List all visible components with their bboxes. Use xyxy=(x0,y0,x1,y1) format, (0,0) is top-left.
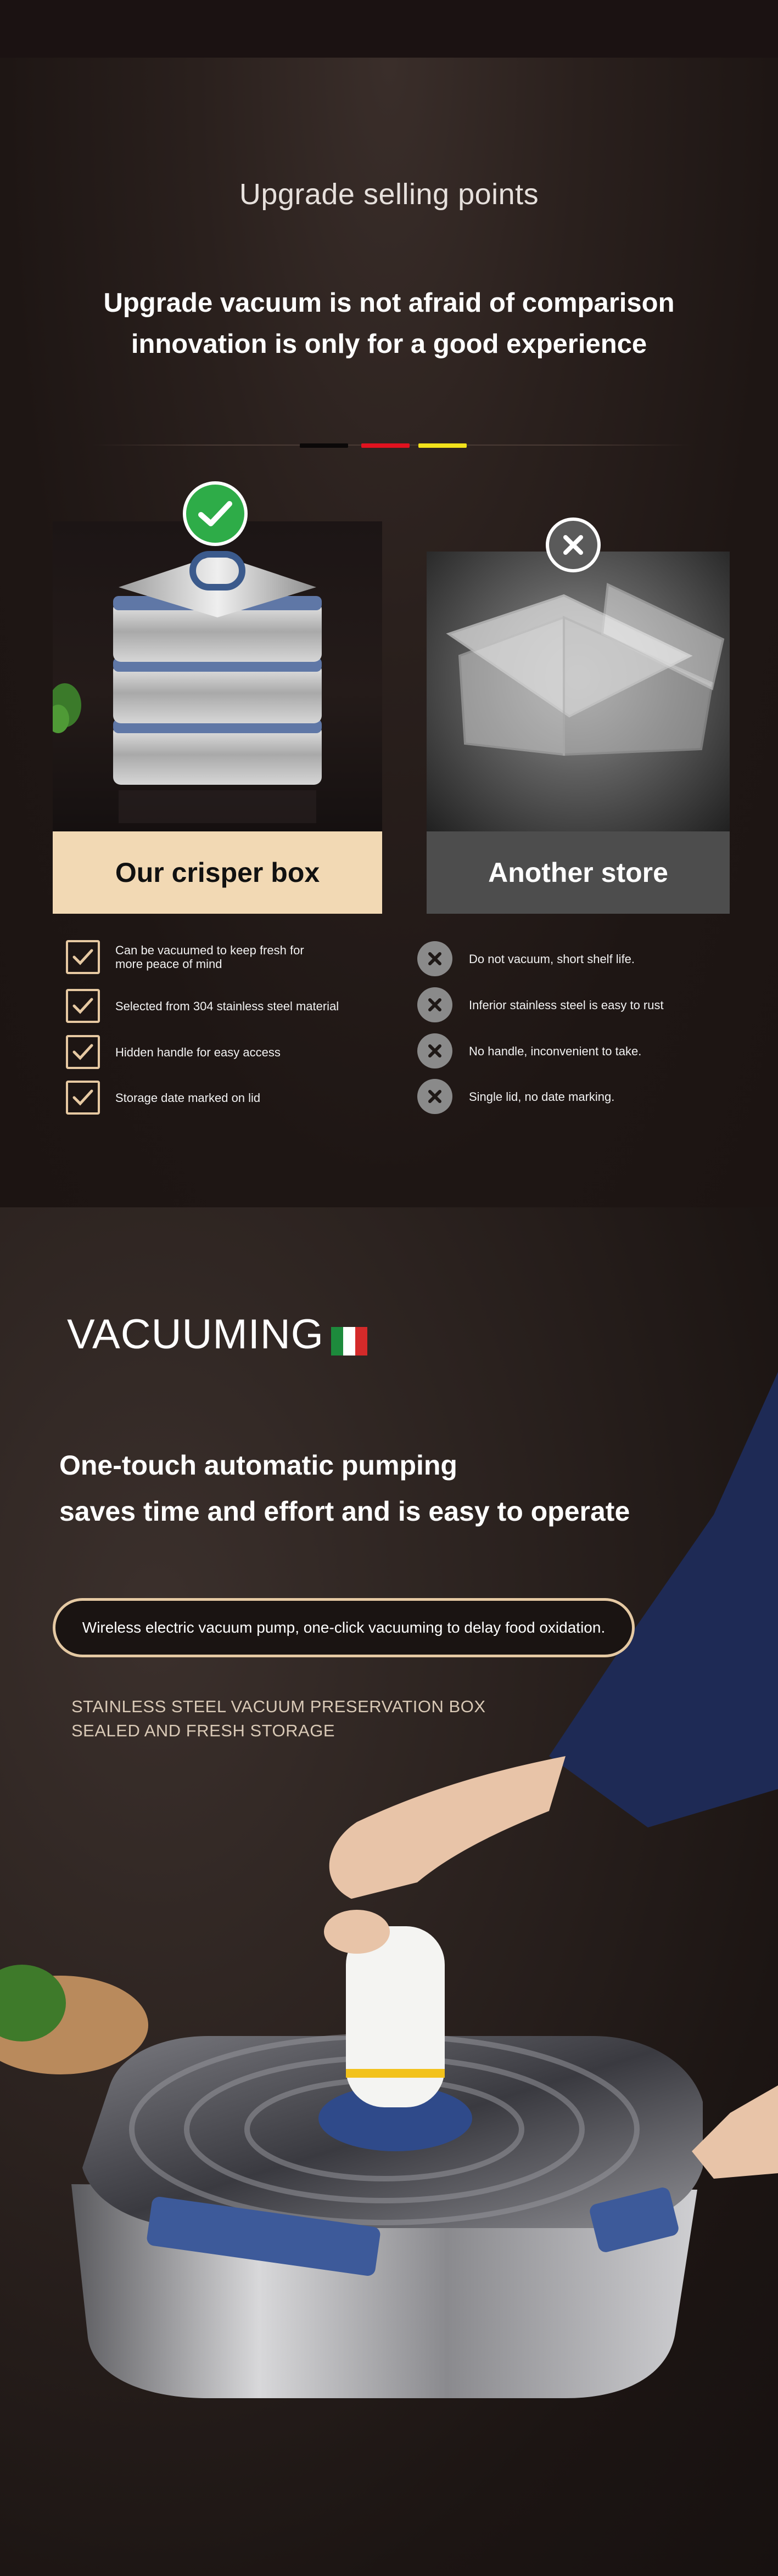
comparison-headline xyxy=(0,283,778,365)
feature-text: Hidden handle for easy access xyxy=(115,1045,281,1059)
cross-icon xyxy=(417,941,452,976)
close-badge-icon xyxy=(546,518,601,572)
checkbox-check-icon xyxy=(66,1081,100,1115)
feature-text: Selected from 304 stainless steel material xyxy=(115,999,339,1013)
product-subtitle xyxy=(71,1695,486,1743)
other-product-label: Another store xyxy=(427,831,730,914)
checkbox-check-icon xyxy=(66,1035,100,1069)
our-feature-item xyxy=(66,989,339,1023)
vacuum-pump-scene-illustration xyxy=(0,1207,778,2576)
pump-headline xyxy=(59,1442,630,1534)
feature-text: Can be vacuumed to keep fresh for xyxy=(115,943,304,957)
headline-line-1: Upgrade vacuum is not afraid of comparison xyxy=(103,288,675,318)
section-label: Upgrade selling points xyxy=(239,178,539,211)
other-feature-item xyxy=(417,941,635,976)
other-feature-item xyxy=(417,1033,641,1068)
feature-text: Do not vacuum, short shelf life. xyxy=(469,952,635,966)
divider-segment-yellow xyxy=(418,443,467,448)
our-feature-item xyxy=(66,1081,260,1115)
feature-text: Inferior stainless steel is easy to rust xyxy=(469,998,664,1012)
our-feature-item xyxy=(66,1035,281,1069)
headline-line-2: saves time and effort and is easy to operate xyxy=(59,1496,630,1527)
other-feature-item xyxy=(417,1079,614,1114)
cross-icon xyxy=(417,1079,452,1114)
divider-segment-black xyxy=(300,443,348,448)
checkbox-check-icon xyxy=(66,989,100,1023)
other-feature-item xyxy=(417,987,664,1022)
our-product-image xyxy=(53,521,382,831)
feature-text: No handle, inconvenient to take. xyxy=(469,1044,642,1058)
decorative-divider xyxy=(92,443,691,447)
top-bar xyxy=(0,0,778,58)
feature-text: Single lid, no date marking. xyxy=(469,1089,615,1104)
italy-flag-icon xyxy=(331,1327,367,1356)
headline-line-1: One-touch automatic pumping xyxy=(59,1450,457,1481)
feature-pill: Wireless electric vacuum pump, one-click vacuuming to delay food oxidation. xyxy=(53,1598,635,1657)
check-badge-icon xyxy=(183,481,248,546)
stacked-steel-boxes-illustration xyxy=(53,521,382,831)
feature-text: Storage date marked on lid xyxy=(115,1090,261,1105)
other-product-image xyxy=(427,552,730,831)
cross-icon xyxy=(417,987,452,1022)
feature-text: more peace of mind xyxy=(115,957,222,971)
subtitle-line-2: SEALED AND FRESH STORAGE xyxy=(71,1721,335,1740)
vacuuming-section xyxy=(0,1207,778,2576)
checkbox-check-icon xyxy=(66,940,100,974)
plastic-box-illustration xyxy=(427,552,730,831)
headline-line-2: innovation is only for a good experience xyxy=(131,329,647,359)
our-feature-item xyxy=(66,940,304,974)
subtitle-line-1: STAINLESS STEEL VACUUM PRESERVATION BOX xyxy=(71,1697,486,1716)
our-product-label: Our crisper box xyxy=(53,831,382,914)
divider-segment-red xyxy=(361,443,410,448)
vacuuming-title: VACUUMING xyxy=(67,1311,324,1358)
cross-icon xyxy=(417,1033,452,1068)
